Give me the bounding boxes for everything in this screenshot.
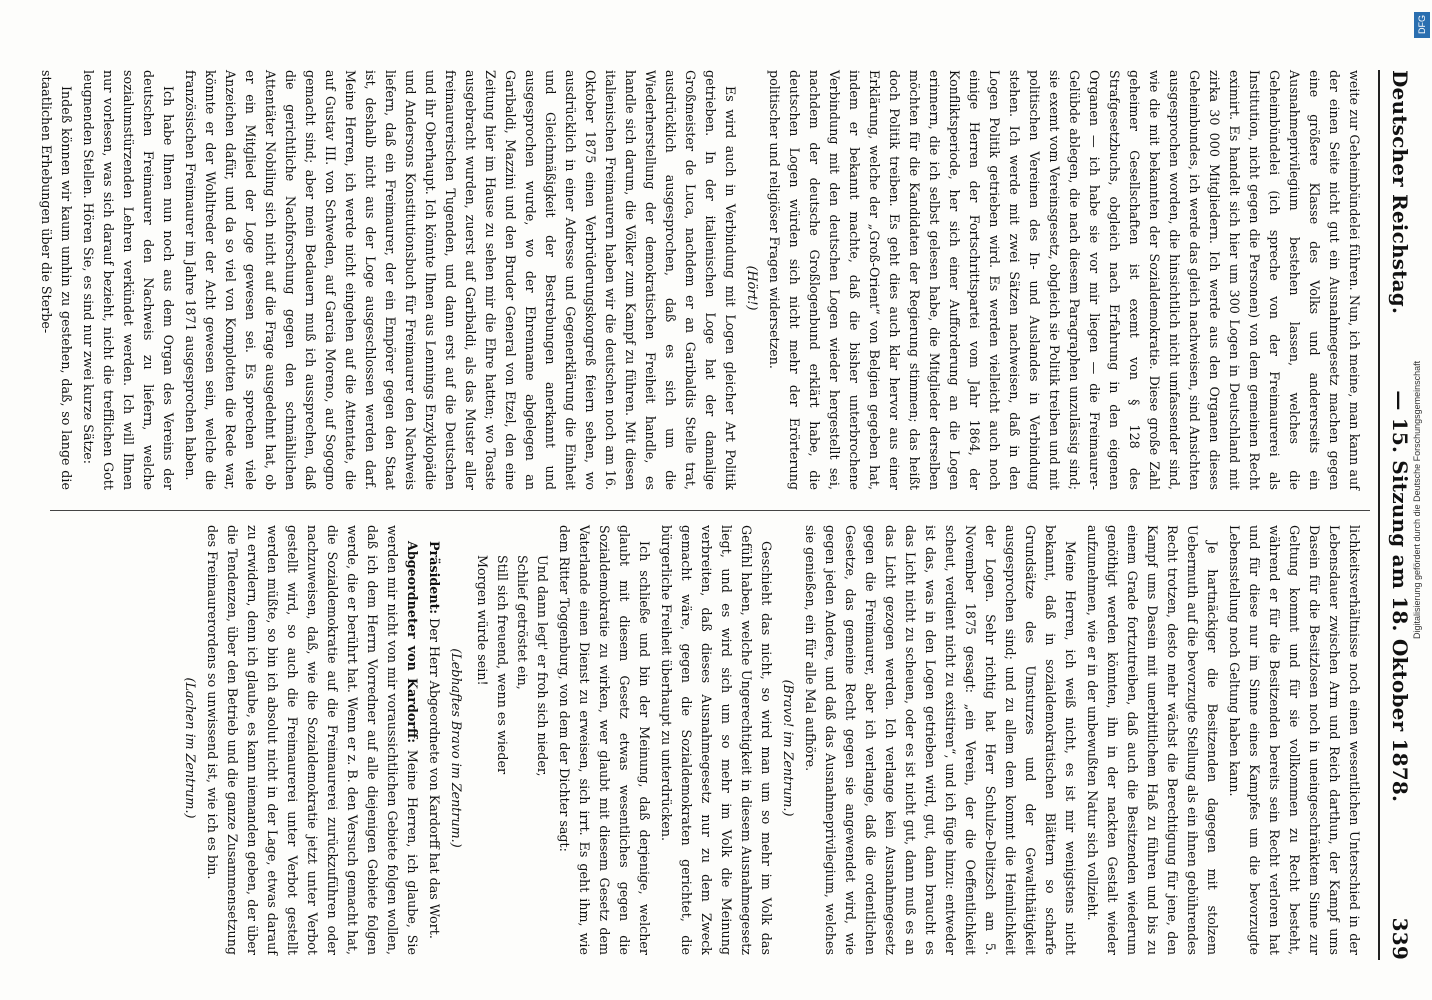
paragraph — [202, 525, 422, 955]
poem-line: Still sich freuend, wenn es wieder — [495, 555, 510, 775]
paragraph: lichkeitsverhältnisse noch einen wesentlichen Unterschied in der Lebensdauer zwischen Arm und Reich darthun, der Kampf ums Dasein für die Besitzlosen noch in uneingeschränktem Sinne zur Geltung kommt und für sie vollkommen zu Recht besteht, während er für die Besitzenden bereits sein Recht verloren hat und für diese nur im Sinne eines Kampfes um die bevorzugte Lebensstellung noch Geltung haben kann. — [1227, 525, 1362, 955]
paragraph — [424, 525, 444, 955]
speaker-name: Abgeordneter von Kardorff: — [405, 541, 420, 744]
paragraph: weite zur Geheimbündelei führen. Nun, ich meine, man kann auf der einen Seite nicht gut ein Ausnahmegesetz machen gegen eine größere Klasse des Volks und andererseits ein Ausnahmeprivilegium bestehen lassen, welches die Geheimbündelei (ich spreche von der Freimaurerei als Institution, nicht gegen die Personen) von dem gemeinen Recht eximirt. Es handelt sich hier um 300 Logen in Deutschland mit zirka 30 000 Mitgliedern. Ich werde aus den Organen dieses Geheimbundes, ich werde das gleich nachweisen, sind Ansichten ausgesprochen worden, die hinsichtlich nicht umfassender sind, wie die mit bekannten der Sozialdemokratie. Diese große Zahl geheimer Gesellschaften ist exemt von § 128 des Strafgesetzbuchs, obgleich nach Erfahrung in den eigenen Organen — ich habe sie vor mir liegen — die Freimaurer-Gelübde ablegen, die nach diesem Paragraphen unzulässig sind; sie exemt vom Vereinsgesetz, obgleich sie Politik treiben und mit politischen Vereinen des In- und Auslandes in Verbindung stehen. Ich werde mit zwei Sätzen nachweisen, daß in den Logen Politik getrieben wird. Es werden vielleicht auch noch einige Herren der Fortschrittspartei vom Jahr 1864, der Konfliktsperiode, her sich einer Aufforderung an die Logen erinnern, die ich selbst gelesen habe, die Mitglieder derselben möchten für die Kandidaten der Regierung stimmen; das heißt doch Politik treiben. Es geht dies auch klar hervor aus einer Erklärung, welche der „Groß-Orient“ von Belgien gegeben hat, indem er bekannt machte, daß die bisher unterbrochene Verbindung mit den deutschen Logen wieder hergestellt sei, nachdem der deutsche Großlogenbund erklärt habe, die deutschen Logen würden sich nicht mehr der Erörterung politischer und religiöser Fragen widersetzen. — [767, 70, 1362, 490]
paragraph: Ich schließe und bin der Meinung, daß derjenige, welcher glaubt mit diesem Gesetz etwas wesentliches gegen die Sozialdemokratie zu wirken, wer glaubt mit diesem Gesetz dem Vaterlande einen Dienst zu erweisen, sich irrt. Es geht ihm, wie dem Ritter Toggenburg, von dem der Dichter sagt: — [557, 525, 652, 955]
paragraph: Ich habe Ihnen nun noch aus dem Organ des Vereins der deutschen Freimaurer den Nachweis zu liefern, welche sozialumstürzenden Lehren verkündet werden. Ich will Ihnen nur vorlesen, was sich darauf bezieht, nicht die trefflichen Gott leugnenden Stellen. Hören Sie, es sind nur zwei kurze Sätze: — [81, 70, 176, 490]
paragraph: Meine Herren, ich weiß nicht, es ist mir wenigstens nicht bekannt, daß in sozialdemokratischen Blättern so scharfe Grundsätze des Umsturzes und der Gewaltthätigkeit ausgesprochen sind; und zu allem dem kommt die Heimlichkeit der Logen. Sehr richtig hat Herr Schulze-Delitzsch am 5. November 1875 gesagt: „ein Verein, der die Oeffentlichkeit scheut, verdient nicht zu existiren“, und ich füge hinzu: entweder ist das, was in den Logen getrieben wird, gut, dann braucht es das Licht nicht zu scheuen, oder es ist nicht gut, dann muß es an das Licht gezogen werden. Ich verlange kein Ausnahmegesetz gegen die Freimaurer, aber ich verlange, daß die ordentlichen Gesetze, das gemeine Recht gegen sie angewendet wird, wie gegen jeden Andere, und daß das Ausnahmeprivilegium, welches sie genießen, ein für alle Mal aufhöre. — [803, 525, 1078, 955]
paragraph: Je hartnäckiger die Besitzenden dagegen mit stolzem Uebermuth auf die bevorzugte Stellung als ein ihnen gebührendes Recht trotzen, desto mehr wächst die Berechtigung für jene, den Kampf ums Dasein mit unerbittlichem Haß zu führen und bis zu einem Grade fortzutreiben, daß auch die Besitzenden wiederum genöthigt werden könnten, ihn in der nackten Gestalt wieder aufzunehmen, wie er in der unbewußten Natur sich vollzieht. — [1085, 525, 1220, 955]
interjection: (Hört!) — [745, 265, 760, 311]
speech-text: Meine Herren, ich glaube, Sie werden mir nicht von mir voraussichtlichen Gebiete folgen wollen, daß ich dem Herrn Vorredner auf alle diejenigen Gebiete folgen werde, die er berührt hat. Wenn er z. B. den Versuch gemacht hat, die Sozialdemokratie auf die Freimaurerei zurückzuführen oder nachzuweisen, daß, wie die Sozialdemokratie jetzt unter Verbot gestellt wird, so auch die Freimaurerei unter Verbot gestellt werden müßte, so bin ich absolut nicht in der Lage, etwas darauf zu erwidern, denn ich glaube, es kann niemanden geben, der über die Tendenzen, über den Betrieb und die ganze Zusammensetzung des Freimaurerordens so unwissend ist, wie ich es bin. — [205, 525, 420, 955]
paragraph: Geschieht das nicht, so wird man um so mehr im Volk das Gefühl haben, welche Ungerechtigkeit in diesem Ausnahmegesetz liegt, und es wird sich um so mehr im Volk die Meinung verbreiten, daß dieses Ausnahmegesetz nur zu dem Zweck gemacht wäre, gegen die Sozialdemokraten gerichtet, die bürgerliche Freiheit überhaupt zu unterdrücken. — [659, 525, 774, 955]
paragraph: Indeß können wir kaum umhin zu gestehen, daß, so lange die staatlichen Erhebungen über die Sterbe- — [39, 70, 74, 490]
paragraph: Es wird auch in Verbindung mit Logen gleicher Art Politik getrieben. In der italienischen Loge hat der damalige Großmeister de Luca, nachdem er an Garibaldis Stelle trat, ausdrücklich ausgesprochen, daß es sich um die Wiederherstellung der demokratischen Freiheit handle, es handle sich darum, die Völker zum Kampf zu führen. Mit diesen italienischen Freimaurern haben wir die deutschen noch am 16. Oktober 1875 einen Verbrüderungskongreß feiern sehen, wo ausdrücklich in einer Adresse und Gegenerklärung die Einheit und Gleichmäßigkeit der Bestrebungen anerkannt und ausgesprochen wurde, wo der Ehrenname abgelegen an Garibaldi, Mazzini und den Bruder General von Etzel, den eine Zeitung hier im Hause zu sehen mir die Ehre hatten; wo Toaste ausgebracht wurden, zuerst auf Garibaldi, als das Muster aller freimaurerischen Tugenden, und dann erst auf die Deutschen und ihr Oberhaupt. Ich könnte Ihnen aus Lennings Enzyklopädie und Andersons Konstitutionsbuch für Freimaurer den Nachweis liefern, daß ein Freimaurer, der ein Empörer gegen den Staat ist, deshalb nicht aus der Loge ausgeschlossen werden darf. Meine Herren, ich werde nicht eingehen auf die Attentate, die auf Gustav III. von Schweden, auf Garcia Moreno, auf Sogogno gemacht sind; aber mein Bedauern muß ich aussprechen, daß die gerichtliche Nachforschung gegen den schmählichen Attentäter Nobiling sich nicht auf die Frage ausgedehnt hat, ob er ein Mitglied der Loge gewesen sei. Es sprechen viele Anzeichen dafür, und da so viel von Komplotten die Rede war, könnte er der Wohltreder der Acht gewesen sein, welche die französischen Freimaurer im Jahre 1871 ausgesprochen haben. — [183, 70, 738, 490]
header-rule — [1378, 70, 1380, 960]
page-number: 339 — [1388, 917, 1412, 960]
left-column — [39, 70, 1364, 490]
header-title: Deutscher Reichstag. — [1388, 70, 1412, 315]
dfg-logo: DFG — [1414, 12, 1430, 38]
digitization-credit: Digitalisierung gefördert durch die Deutsche Forschungsgemeinschaft — [1412, 360, 1422, 640]
right-column — [60, 525, 1364, 955]
poem-line: Morgen würde sein! — [475, 555, 490, 686]
poem-line: Und dann legt' er froh sich nieder, — [535, 555, 550, 777]
interjection: (Bravo! im Zentrum.) — [781, 679, 796, 817]
interjection: (Lebhaftes Bravo im Zentrum.) — [449, 648, 464, 848]
header-session: — 15. Sitzung am 18. Oktober 1878. — [1388, 390, 1412, 803]
speaker-name: Präsident: — [427, 541, 442, 615]
interjection: (Lachen im Zentrum.) — [183, 677, 198, 819]
speech-text: Der Herr Abgeordnete von Kardorff hat das Wort. — [427, 618, 442, 939]
poem-line: Schlief getröstet ein, — [515, 555, 530, 690]
column-divider — [50, 510, 1370, 511]
poem-quote — [472, 555, 552, 955]
